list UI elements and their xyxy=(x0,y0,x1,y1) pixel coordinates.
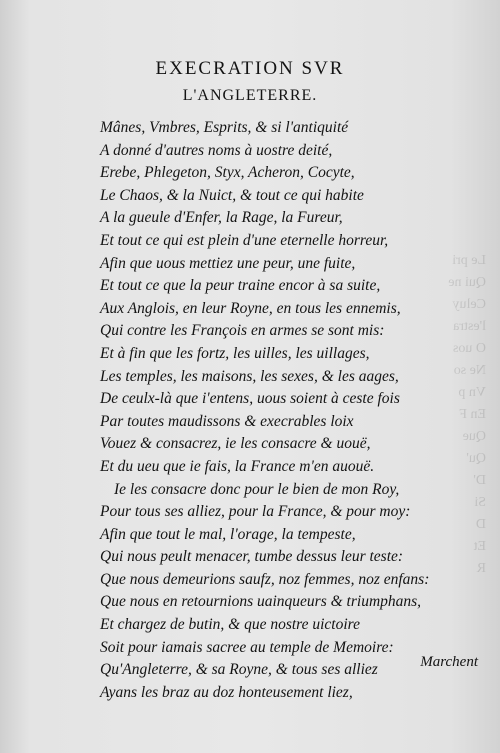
poem-body xyxy=(100,117,480,704)
poem-line: Mânes, Vmbres, Esprits, & si l'antiquité xyxy=(100,119,349,136)
poem-line: Par toutes maudissons & execrables loix xyxy=(100,412,354,430)
poem-line: Et tout ce qui est plein d'une eternelle horreur, xyxy=(100,231,389,249)
poem-line: Qui contre les François en armes se sont mis: xyxy=(100,322,385,340)
poem-line: Afin que uous mettiez une peur, une fuite, xyxy=(100,254,356,272)
poem-line: A la gueule d'Enfer, la Rage, la Fureur, xyxy=(100,209,343,227)
poem-line: Et chargez de butin, & que nostre uictoire xyxy=(100,616,361,634)
poem-line: Le Chaos, & la Nuict, & tout ce qui habite xyxy=(100,186,364,204)
poem-line: Aux Anglois, en leur Royne, en tous les ennemis, xyxy=(100,299,401,317)
poem-line: Que nous demeurions saufz, noz femmes, noz enfans: xyxy=(100,570,430,588)
poem-line: De ceulx-là que i'entens, uous soient à ceste fois xyxy=(100,390,400,408)
poem-line: Et tout ce que la peur traine encor à sa suite, xyxy=(100,277,381,295)
poem-line: Que nous en retournions uainqueurs & triumphans, xyxy=(100,593,422,611)
poem-line: Soit pour iamais sacree au temple de Memoire: xyxy=(100,638,394,656)
poem-line: A donné d'autres noms à uostre deité, xyxy=(100,141,333,159)
bleed-through-text: Le pri Qui ne Celuy l'estra O uos Ne so Vn p En F Que Qu' D' Si D Et R xyxy=(448,253,486,576)
poem-line: Les temples, les maisons, les sexes, & les aages, xyxy=(100,367,399,385)
poem-line: Ie les consacre donc pour le bien de mon Roy, xyxy=(114,480,400,498)
page-subtitle: L'ANGLETERRE. xyxy=(182,87,318,104)
poem-line: Et du ueu que ie fais, la France m'en auouë. xyxy=(100,457,375,475)
poem-line: Erebe, Phlegeton, Styx, Acheron, Cocyte, xyxy=(100,164,355,182)
poem-line: Vouez & consacrez, ie les consacre & uouë, xyxy=(100,435,371,453)
poem-line: Et à fin que les fortz, les uilles, les uillages, xyxy=(100,344,370,362)
page-title: EXECRATION SVR xyxy=(155,58,345,79)
catchword: Marchent xyxy=(420,654,478,670)
poem-line: Qui nous peult menacer, tumbe dessus leur teste: xyxy=(100,548,404,566)
poem-line: Pour tous ses alliez, pour la France, & pour moy: xyxy=(100,503,411,521)
poem-line: Ayans les braz au doz honteusement liez, xyxy=(100,683,353,701)
poem-line: Afin que tout le mal, l'orage, la tempeste, xyxy=(100,525,356,543)
poem-line: Qu'Angleterre, & sa Royne, & tous ses alliez xyxy=(100,661,378,679)
